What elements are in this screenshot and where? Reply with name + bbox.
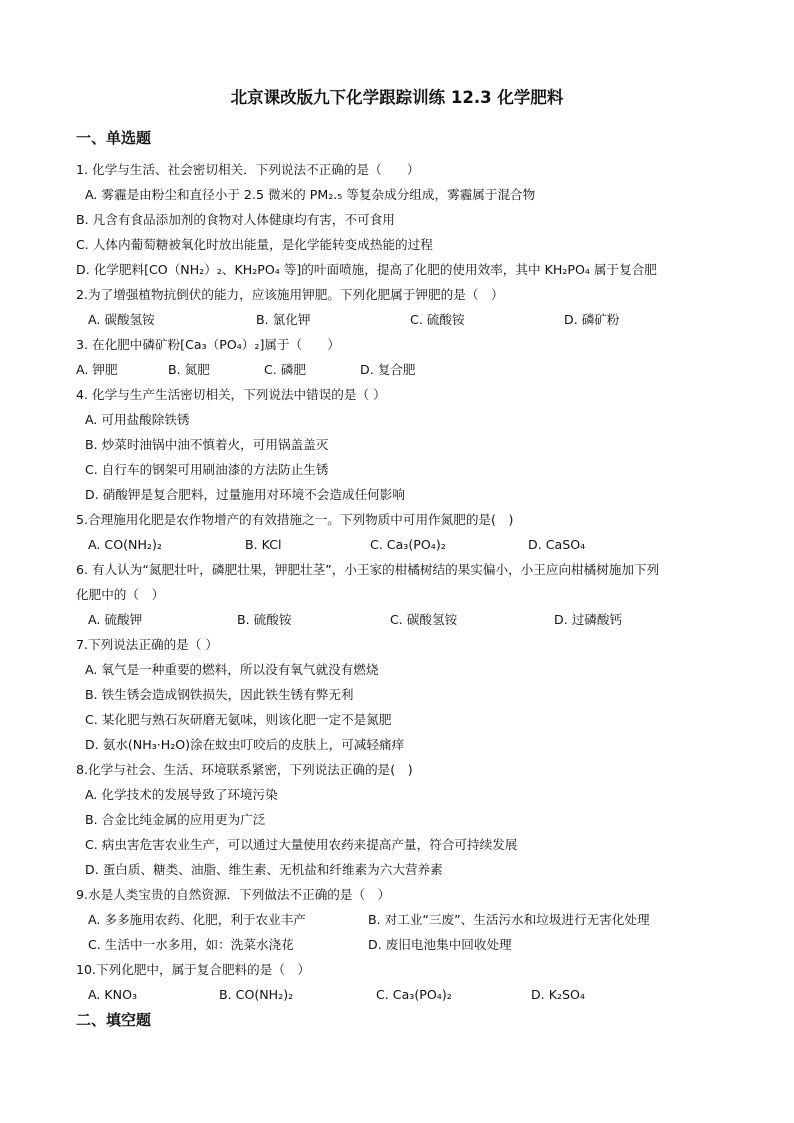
question-3-option-b: B. 氮肥 [168,362,210,377]
question-10-option-c: C. Ca₃(PO₄)₂ [376,987,452,1002]
question-1-option-b: B. 凡含有食品添加剂的食物对人体健康均有害，不可食用 [76,212,395,227]
section-heading-fill-blank: 二、填空题 [76,1011,152,1029]
question-6-option-c: C. 碳酸氢铵 [390,612,458,627]
page-title: 北京课改版九下化学跟踪训练 12.3 化学肥料 [230,88,564,107]
question-3-option-a: A. 钾肥 [76,362,118,377]
question-7-option-d: D. 氨水(NH₃·H₂O)涂在蚊虫叮咬后的皮肤上，可减轻痛痒 [85,737,405,752]
question-3-stem: 3. 在化肥中磷矿粉[Ca₃（PO₄）₂]属于（ ） [76,337,340,352]
question-4-stem: 4. 化学与生产生活密切相关，下列说法中错误的是（ ） [76,387,386,402]
question-8-option-b: B. 合金比纯金属的应用更为广泛 [85,812,266,827]
question-6-stem-continued: 化肥中的（ ） [76,587,165,602]
question-4-option-a: A. 可用盐酸除铁锈 [85,412,190,427]
question-1-option-c: C. 人体内葡萄糖被氧化时放出能量，是化学能转变成热能的过程 [76,237,433,252]
question-8-stem: 8.化学与社会、生活、环境联系紧密，下列说法正确的是( ) [76,762,413,777]
question-4-option-c: C. 自行车的钢架可用刷油漆的方法防止生锈 [85,462,329,477]
question-5-option-d: D. CaSO₄ [528,537,586,552]
question-1-stem: 1. 化学与生活、社会密切相关．下列说法不正确的是（ ） [76,162,420,177]
question-4-option-d: D. 硝酸钾是复合肥料，过量施用对环境不会造成任何影响 [85,487,405,502]
question-7-option-b: B. 铁生锈会造成钢铁损失，因此铁生锈有弊无利 [85,687,354,702]
question-10-option-a: A. KNO₃ [88,987,138,1002]
question-5-option-a: A. CO(NH₂)₂ [88,537,162,552]
question-7-stem: 7.下列说法正确的是（ ） [76,637,218,652]
section-heading-single-choice: 一、单选题 [76,129,152,147]
question-4-option-b: B. 炒菜时油锅中油不慎着火，可用锅盖盖灭 [85,437,329,452]
question-6-stem: 6. 有人认为“氮肥壮叶，磷肥壮果，钾肥壮茎”，小王家的柑橘树结的果实偏小，小王应向柑橘树施加下列 [76,562,660,577]
question-10-option-d: D. K₂SO₄ [531,987,585,1002]
question-2-option-b: B. 氯化钾 [256,312,311,327]
question-2-option-d: D. 磷矿粉 [564,312,620,327]
question-9-option-a: A. 多多施用农药、化肥，利于农业丰产 [88,912,306,927]
question-2-stem: 2.为了增强植物抗倒伏的能力，应该施用钾肥。下列化肥属于钾肥的是（ ） [76,287,504,302]
question-8-option-a: A. 化学技术的发展导致了环境污染 [85,787,278,802]
question-9-option-b: B. 对工业“三废”、生活污水和垃圾进行无害化处理 [368,912,650,927]
question-5-option-c: C. Ca₃(PO₄)₂ [370,537,446,552]
question-5-stem: 5.合理施用化肥是农作物增产的有效措施之一。下列物质中可用作氮肥的是( ) [76,512,514,527]
question-7-option-c: C. 某化肥与熟石灰研磨无氨味，则该化肥一定不是氮肥 [85,712,392,727]
question-8-option-c: C. 病虫害危害农业生产，可以通过大量使用农药来提高产量，符合可持续发展 [85,837,518,852]
question-7-option-a: A. 氧气是一种重要的燃料，所以没有氧气就没有燃烧 [85,662,379,677]
question-3-option-c: C. 磷肥 [264,362,306,377]
question-5-option-b: B. KCl [245,537,282,552]
question-6-option-a: A. 硫酸钾 [88,612,143,627]
question-10-option-b: B. CO(NH₂)₂ [219,987,294,1002]
question-9-option-d: D. 废旧电池集中回收处理 [368,937,512,952]
question-2-option-c: C. 硫酸铵 [410,312,465,327]
question-9-option-c: C. 生活中一水多用，如：洗菜水浇花 [88,937,294,952]
question-3-option-d: D. 复合肥 [360,362,416,377]
question-6-option-d: D. 过磷酸钙 [554,612,623,627]
question-6-option-b: B. 硫酸铵 [237,612,292,627]
question-1-option-a: A. 雾霾是由粉尘和直径小于 2.5 微米的 PM₂.₅ 等复杂成分组成，雾霾属于混合物 [85,187,536,202]
question-10-stem: 10.下列化肥中，属于复合肥料的是（ ） [76,962,311,977]
question-8-option-d: D. 蛋白质、糖类、油脂、维生素、无机盐和纤维素为六大营养素 [85,862,443,877]
question-2-option-a: A. 碳酸氢铵 [88,312,155,327]
question-9-stem: 9.水是人类宝贵的自然资源．下列做法不正确的是（ ） [76,887,391,902]
question-1-option-d: D. 化学肥料[CO（NH₂）₂、KH₂PO₄ 等]的叶面喷施，提高了化肥的使用效率，其中 KH₂PO₄ 属于复合肥 [76,262,657,277]
